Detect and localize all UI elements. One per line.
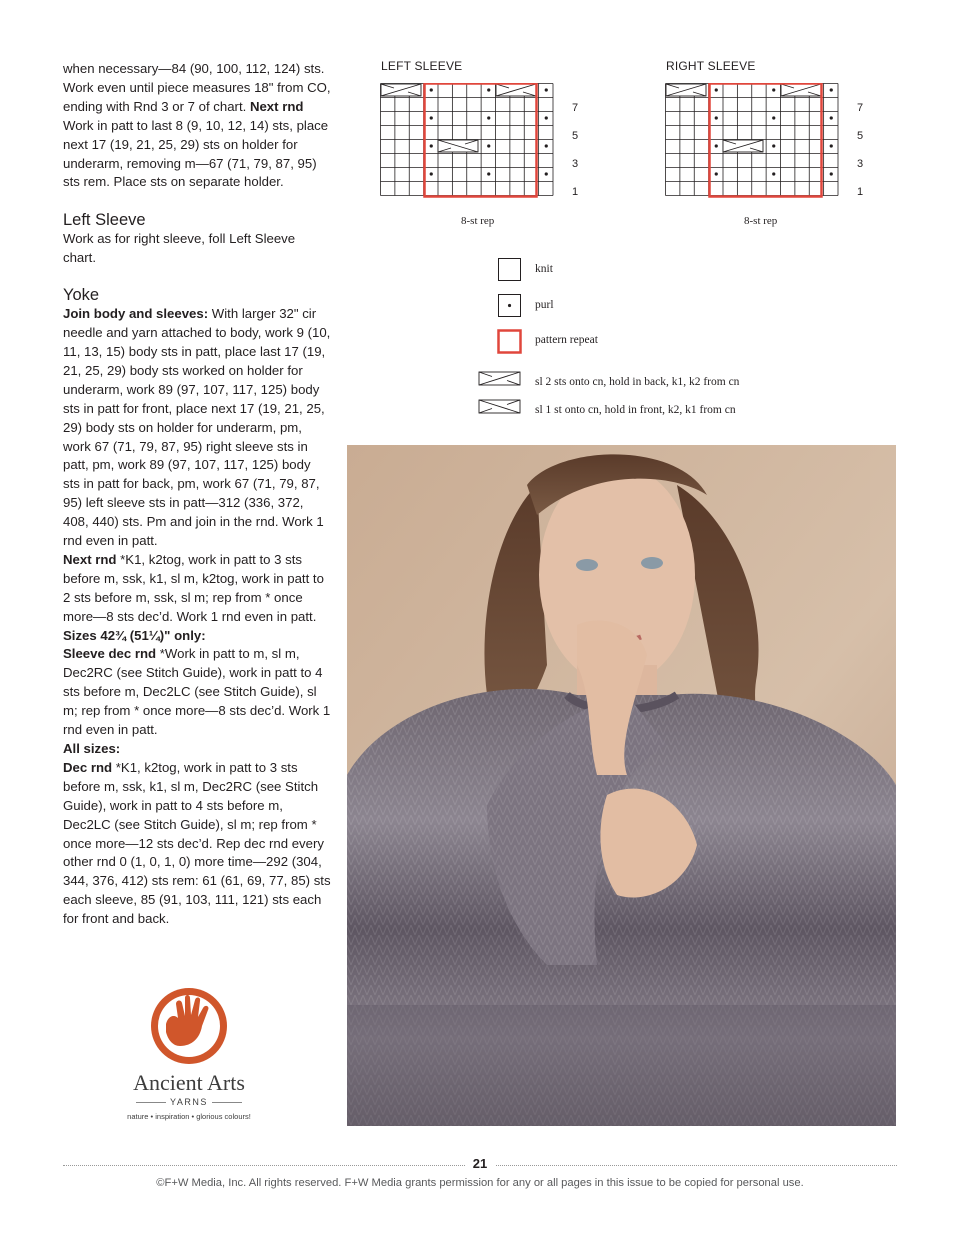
ancient-arts-logo (118, 986, 260, 1126)
logo-name: Ancient Arts (133, 1070, 245, 1095)
page-number-text: 21 (465, 1156, 495, 1171)
sizes-label: Sizes 42¾ (51¼)" only: (63, 627, 206, 643)
chart-grid (666, 84, 839, 196)
logo-rule-left (136, 1102, 166, 1103)
pattern-text-column (63, 60, 331, 929)
copyright-text: ©F+W Media, Inc. All rights reserved. F+W Media grants permission for any or all pages in this issue to be copied for personal use. (156, 1177, 804, 1189)
left-sleeve-text: Work as for right sleeve, foll Left Sleeve chart. (63, 231, 296, 266)
legend-knit: knit (535, 263, 553, 275)
purl-dots (715, 88, 833, 175)
row-number-3-right: 3 (857, 158, 864, 170)
paragraph-join (63, 305, 331, 551)
logo-sub-text: YARNS (169, 1097, 208, 1107)
model-photo (347, 445, 896, 1126)
purl-dots (430, 88, 548, 175)
paragraph-next-rnd (63, 551, 331, 627)
logo-sub (118, 1097, 260, 1107)
dec-rnd-text: *K1, k2tog, work in patt to 3 sts before m, ssk, k1, sl m, Dec2RC (see Stitch Guide), work in patt to 4 sts before m, Dec2LC (see Stitch Guide), sl m; rep from * once more—12 sts dec’d. Rep dec rnd every other rnd 0 (1, 0, 1, 0) more time—292 (304, 344, 376, 412) sts rem: 61 (61, 69, 77, 85) sts each sleeve, 85 (91, 103, 111, 121) sts each for front and back. (63, 759, 331, 927)
legend-pattern-repeat: pattern repeat (535, 334, 598, 346)
sleeve-dec-text: *Work in patt to m, sl m, Dec2RC (see Stitch Guide), work in patt to 4 sts before m, Dec2LC (see Stitch Guide), sl m; rep from * once more—8 sts dec’d. Work 1 rnd even in patt. (63, 646, 331, 738)
cable-symbols (666, 84, 821, 152)
paragraph-body-finish (63, 60, 331, 192)
join-label: Join body and sleeves: (63, 306, 209, 322)
logo-tagline: nature • inspiration • glorious colours! (127, 1112, 251, 1121)
sleeve-dec-label: Sleeve dec rnd (63, 646, 157, 662)
row-number-3: 3 (572, 158, 579, 170)
next-rnd-label: Next rnd (249, 98, 304, 114)
purl-symbol-icon (498, 294, 522, 318)
left-sleeve-heading: Left Sleeve (63, 211, 146, 230)
left-sleeve-chart-title: LEFT SLEEVE (381, 59, 463, 73)
left-sleeve-chart (380, 83, 596, 201)
dec-rnd-label: Dec rnd (63, 759, 113, 775)
logo-rule-right (212, 1102, 242, 1103)
next-rnd-text: *K1, k2tog, work in patt to 3 sts before m, ssk, k1, sl m, k2tog, work in patt to 2 sts before m, ssk, sl m; rep from * once more—8 sts dec’d. Work 1 rnd even in patt. (63, 551, 324, 624)
row-number-7: 7 (572, 102, 579, 114)
paragraph-sleeve-dec (63, 645, 331, 740)
legend-cable-front: sl 1 st onto cn, hold in front, k2, k1 from cn (535, 404, 736, 416)
right-sleeve-chart-title: RIGHT SLEEVE (666, 59, 756, 73)
cable-symbols (381, 84, 536, 152)
yoke-heading: Yoke (63, 286, 100, 305)
model-photo-illustration (347, 445, 896, 1126)
right-sleeve-chart (665, 83, 881, 201)
cable-front-symbol-icon (478, 399, 522, 415)
row-number-5-right: 5 (857, 130, 864, 142)
hand-logo-icon (118, 986, 260, 1066)
knit-symbol-icon (498, 258, 522, 282)
all-sizes-label: All sizes: (63, 741, 121, 756)
next-rnd-label-2: Next rnd (63, 551, 117, 567)
row-number-1-right: 1 (857, 186, 864, 198)
join-text: With larger 32" cir needle and yarn attached to body, work 9 (10, 11, 13, 15) body sts in patt, place last 17 (19, 21, 25, 29) body sts worked on holder for underarm, work 89 (97, 107, 117, 125) body sts in patt for front, place next 17 (19, 21, 25, 29) body sts on holder for underarm, pm, work 67 (71, 79, 87, 95) right sleeve sts in patt, pm, work 89 (97, 107, 117, 125) body sts in patt for back, pm, work 67 (71, 79, 87, 95) left sleeve sts in patt—312 (336, 372, 408, 440) sts. Pm and join in the rnd. Work 1 rnd even in patt. (63, 306, 331, 549)
paragraph-dec-rnd (63, 759, 331, 929)
page-number (0, 1156, 960, 1171)
legend-purl: purl (535, 299, 554, 311)
left-rep-label: 8-st rep (461, 215, 495, 227)
row-number-7-right: 7 (857, 102, 864, 114)
body-finish-text-2: Work in patt to last 8 (9, 10, 12, 14) sts, place next 17 (19, 21, 25, 29) sts on holder for underarm, removing m—67 (71, 79, 87, 95) sts rem. Place sts on separate holder. (63, 117, 329, 190)
legend-cable-back: sl 2 sts onto cn, hold in back, k1, k2 from cn (535, 376, 740, 388)
body-finish-text: when necessary—84 (90, 100, 112, 124) sts. Work even until piece measures 18" from CO, ending with Rnd 3 or 7 of chart. (63, 61, 331, 114)
right-rep-label: 8-st rep (744, 215, 778, 227)
row-number-1: 1 (572, 186, 579, 198)
pattern-repeat-symbol-icon (497, 329, 523, 355)
chart-grid (381, 84, 554, 196)
cable-back-symbol-icon (478, 371, 522, 387)
row-number-5: 5 (572, 130, 579, 142)
